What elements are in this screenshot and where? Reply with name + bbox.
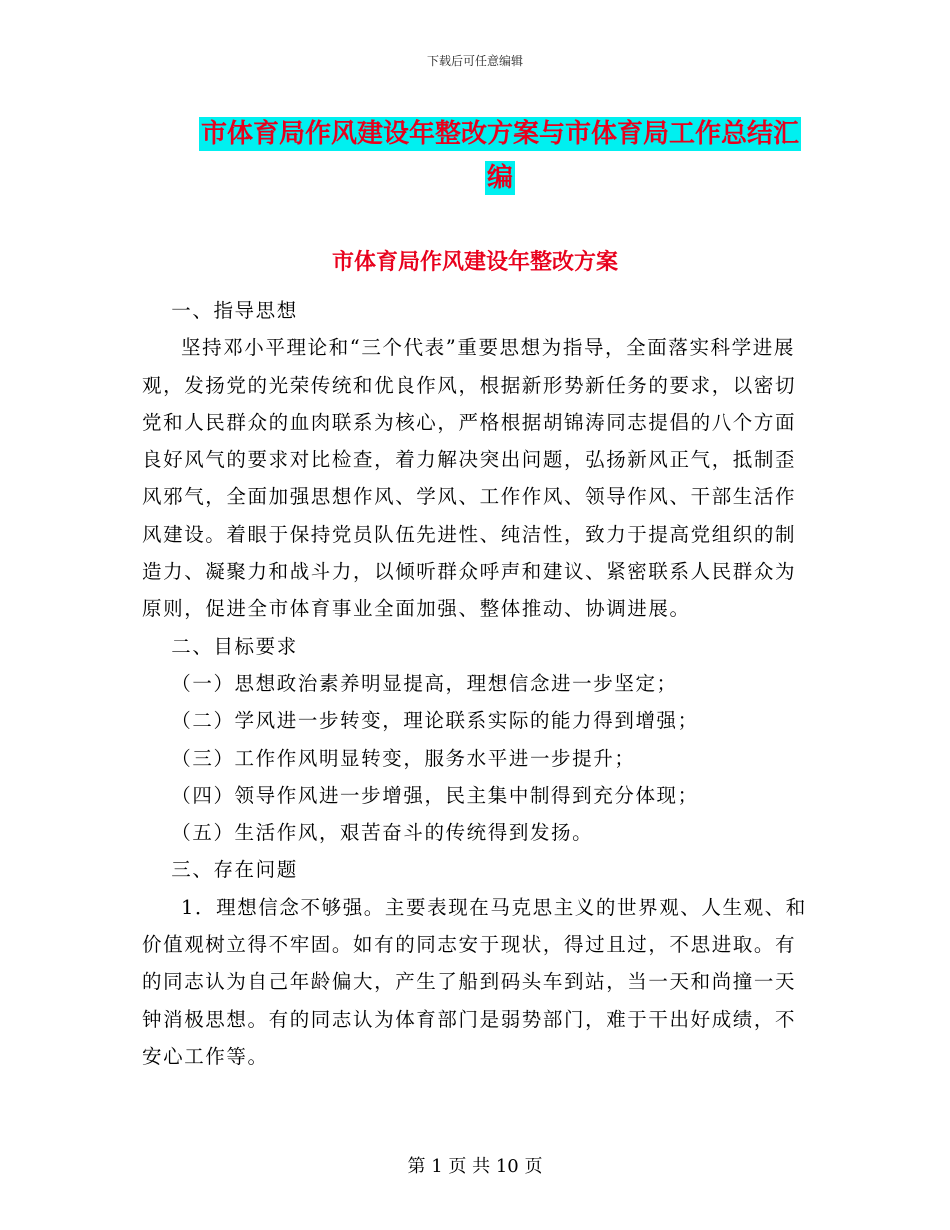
heading-guiding-ideology: 一、指导思想	[171, 299, 298, 322]
page-footer: 第 1 页 共 10 页	[407, 1156, 543, 1177]
title-line-2: 编	[486, 163, 513, 193]
goal-item: （五）生活作风，艰苦奋斗的传统得到发扬。	[171, 821, 594, 845]
paragraph-problem-1: 1．理想信念不够强。主要表现在马克思主义的世界观、人生观、和价值观树立得不牢固。如有的同志安于现状，得过且过，不思进取。有的同志认为自己年龄偏大，产生了船到码头车到站，当一天和尚撞一天钟消极思想。有的同志认为体育部门是弱势部门，难于干出好成绩，不安心工作等。	[142, 895, 807, 1068]
goal-item: （三）工作作风明显转变，服务水平进一步提升；	[171, 746, 636, 770]
document-title	[190, 112, 810, 200]
document-body	[142, 292, 808, 1075]
header-note: 下载后可任意编辑	[426, 54, 523, 68]
heading-goals: 二、目标要求	[171, 634, 298, 658]
title-line-1: 市体育局作风建设年整改方案与市体育局工作总结汇	[200, 119, 799, 149]
goal-item: （一）思想政治素养明显提高，理想信念进一步坚定；	[171, 671, 678, 695]
paragraph-guiding-ideology: 坚持邓小平理论和“三个代表”重要思想为指导，全面落实科学进展观，发扬党的光荣传统和优良作风，根据新形势新任务的要求，以密切党和人民群众的血肉联系为核心，严格根据胡锦涛同志提倡的八个方面良好风气的要求对比检查，着力解决突出问题，弘扬新风正气，抵制歪风邪气，全面加强思想作风、学风、工作作风、领导作风、干部生活作风建设。着眼于保持党员队伍先进性、纯洁性，致力于提高党组织的制造力、凝聚力和战斗力，以倾听群众呼声和建议、紧密联系人民群众为原则，促进全市体育事业全面加强、整体推动、协调进展。	[142, 336, 797, 621]
heading-problems: 三、存在问题	[171, 858, 298, 882]
section-title: 市体育局作风建设年整改方案	[331, 249, 618, 275]
goal-item: （二）学风进一步转变，理论联系实际的能力得到增强；	[171, 709, 699, 733]
goal-item: （四）领导作风进一步增强，民主集中制得到充分体现；	[171, 783, 699, 807]
